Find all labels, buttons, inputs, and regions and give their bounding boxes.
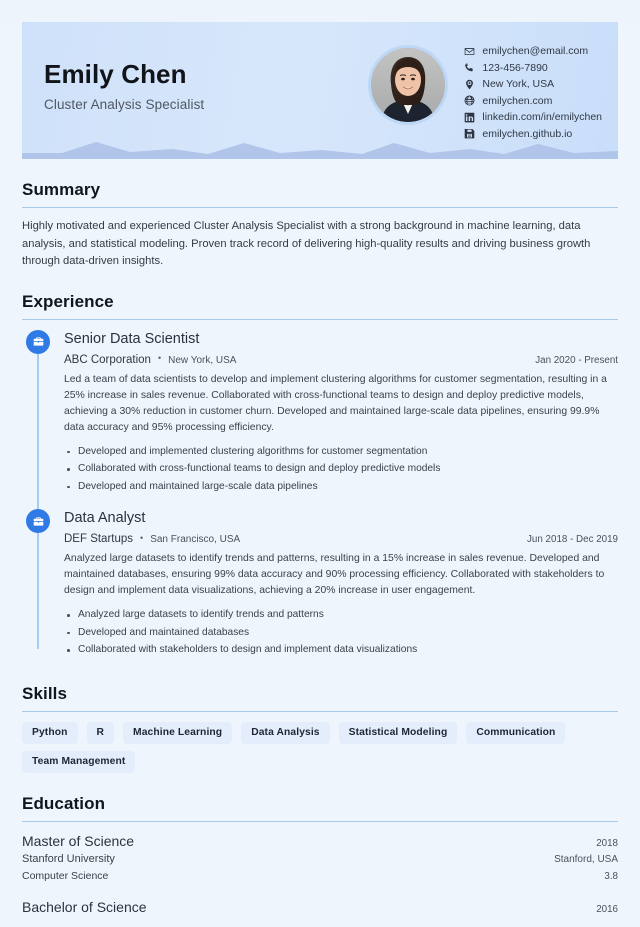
education-gpa: 3.8 xyxy=(604,871,618,883)
experience-dates: Jun 2018 - Dec 2019 xyxy=(527,534,618,546)
skill-chip: Python xyxy=(22,722,78,744)
experience-dates: Jan 2020 - Present xyxy=(535,354,618,366)
github-icon xyxy=(464,128,475,139)
phone-icon xyxy=(464,62,475,73)
experience-meta xyxy=(64,354,618,366)
summary-divider xyxy=(22,207,618,208)
experience-company: DEF Startups xyxy=(64,533,134,546)
skill-chip: R xyxy=(87,722,115,744)
experience-description: Analyzed large datasets to identify trends and patterns, resulting in a 15% increase in sales revenue. Developed and maintained databases, ensuring 99% data accuracy and 90% processing efficiency. Collaborated with stakeholders to design and implement data visualizations, achieving a 20% increase in user engagement. xyxy=(64,553,605,597)
education-degree: Master of Science xyxy=(22,832,135,849)
contact-email-text: emilychen@email.com xyxy=(482,45,589,57)
skill-chip: Statistical Modeling xyxy=(339,722,458,744)
avatar-wrapper xyxy=(368,22,464,125)
contact-list xyxy=(464,22,602,141)
section-skills xyxy=(22,684,618,773)
education-degree: Bachelor of Science xyxy=(22,899,147,916)
skills-list xyxy=(22,722,618,773)
experience-bullets xyxy=(64,606,618,659)
skill-chip: Team Management xyxy=(22,751,135,773)
education-school: Stanford University xyxy=(22,852,115,865)
experience-location: San Francisco, USA xyxy=(150,534,241,546)
experience-bullet: Developed and implemented clustering algorithms for customer segmentation xyxy=(64,443,618,461)
contact-location xyxy=(464,77,602,91)
candidate-title: Cluster Analysis Specialist xyxy=(44,96,205,112)
experience-separator: • xyxy=(140,532,144,543)
contact-github-text: emilychen.github.io xyxy=(482,127,573,140)
briefcase-icon xyxy=(26,509,50,533)
summary-heading: Summary xyxy=(22,180,101,199)
contact-phone[interactable] xyxy=(464,61,602,75)
experience-timeline xyxy=(22,330,618,663)
section-education xyxy=(22,794,618,917)
portrait-photo-icon xyxy=(371,48,445,122)
education-year: 2016 xyxy=(596,904,618,916)
experience-bullet: Collaborated with stakeholders to design and implement data visualizations xyxy=(64,641,618,659)
education-year: 2018 xyxy=(596,837,618,849)
education-item xyxy=(22,832,618,885)
skills-divider xyxy=(22,711,618,712)
education-degree-row xyxy=(22,832,618,851)
experience-description: Led a team of data scientists to develop and implement clustering algorithms for customer segmentation, resulting in a 25% increase in sales revenue. Collaborated with cross-functional teams to design and deploy predictive models, achieving a 30% reduction in customer churn. Developed and maintained large-scale data pipelines, ensuring 99.9% data accuracy and 95% processing efficiency. xyxy=(64,373,607,433)
summary-text: Highly motivated and experienced Cluster Analysis Specialist with a strong background in machine learning, data analysis, and statistical modeling. Proven track record of delivering high-quality results and driving business growth through data-driven insights. xyxy=(22,220,591,267)
contact-linkedin[interactable] xyxy=(464,110,602,124)
experience-bullet: Collaborated with cross-functional teams to design and deploy predictive models xyxy=(64,460,618,478)
education-item xyxy=(22,898,618,917)
section-experience xyxy=(22,292,618,663)
experience-item xyxy=(22,330,618,510)
skills-heading: Skills xyxy=(22,683,68,703)
contact-linkedin-text: linkedin.com/in/emilychen xyxy=(482,111,602,123)
education-place: Stanford, USA xyxy=(554,853,618,865)
contact-email[interactable] xyxy=(464,44,602,58)
timeline-rail xyxy=(37,518,39,649)
briefcase-icon xyxy=(26,330,50,354)
education-school-row xyxy=(22,851,618,869)
experience-bullet: Developed and maintained databases xyxy=(64,624,618,642)
education-heading: Education xyxy=(22,793,106,813)
experience-location: New York, USA xyxy=(168,354,237,366)
experience-divider xyxy=(22,319,618,320)
contact-github[interactable] xyxy=(464,127,602,141)
avatar xyxy=(368,45,448,125)
experience-role: Senior Data Scientist xyxy=(64,330,200,347)
experience-meta xyxy=(64,533,618,545)
section-summary xyxy=(22,180,618,271)
experience-role: Data Analyst xyxy=(64,510,146,527)
education-divider xyxy=(22,821,618,822)
experience-company: ABC Corporation xyxy=(64,353,151,366)
email-icon xyxy=(464,46,475,57)
timeline-rail xyxy=(37,339,39,514)
contact-website[interactable] xyxy=(464,94,602,108)
experience-bullets xyxy=(64,443,618,496)
resume-header xyxy=(22,22,618,159)
resume-content xyxy=(0,180,640,917)
skill-chip: Machine Learning xyxy=(123,722,232,744)
globe-icon xyxy=(464,95,475,106)
experience-bullet: Developed and maintained large-scale data pipelines xyxy=(64,478,618,496)
experience-separator: • xyxy=(157,353,162,364)
contact-location-text: New York, USA xyxy=(482,78,555,90)
linkedin-icon xyxy=(464,112,475,123)
education-field-row xyxy=(22,868,618,885)
contact-website-text: emilychen.com xyxy=(482,94,553,107)
location-pin-icon xyxy=(464,79,475,90)
contact-phone-text: 123-456-7890 xyxy=(482,61,548,74)
experience-bullet: Analyzed large datasets to identify trends and patterns xyxy=(64,606,618,624)
experience-heading: Experience xyxy=(22,291,114,311)
education-degree-row xyxy=(22,898,618,917)
experience-item xyxy=(22,509,618,663)
education-field: Computer Science xyxy=(22,870,109,883)
identity-block xyxy=(44,22,368,112)
skill-chip: Communication xyxy=(466,722,565,744)
skill-chip: Data Analysis xyxy=(241,722,329,744)
resume-page xyxy=(0,22,640,927)
candidate-name: Emily Chen xyxy=(44,59,187,89)
